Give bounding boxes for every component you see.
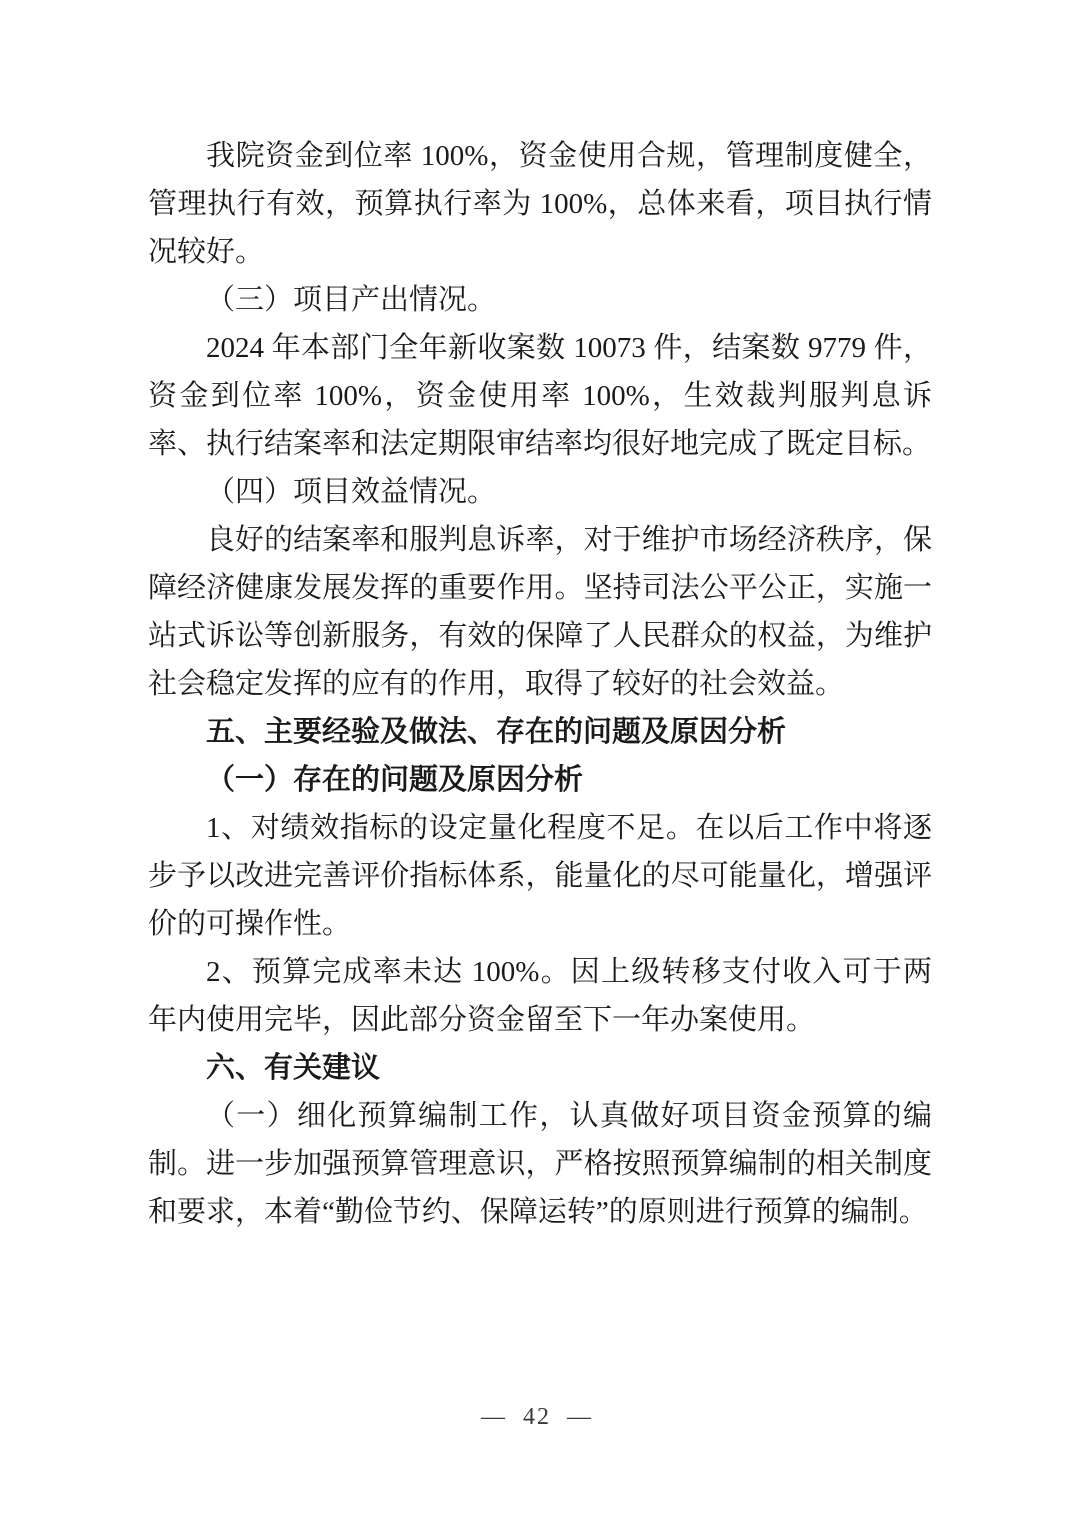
document-body [148, 132, 932, 1236]
page-number: — 42 — [481, 1404, 593, 1430]
paragraph: （一）细化预算编制工作，认真做好项目资金预算的编制。进一步加强预算管理意识，严格按照预算编制的相关制度和要求，本着“勤俭节约、保障运转”的原则进行预算的编制。 [148, 1100, 932, 1228]
paragraph: 2024 年本部门全年新收案数 10073 件，结案数 9779 件，资金到位率 100%，资金使用率 100%，生效裁判服判息诉率、执行结案率和法定期限审结率均很好地完成了既定目标。 [148, 332, 932, 460]
paragraph: （四）项目效益情况。 [206, 476, 497, 508]
paragraph: 我院资金到位率 100%，资金使用合规，管理制度健全，管理执行有效，预算执行率为 100%，总体来看，项目执行情况较好。 [148, 140, 932, 268]
paragraph: 1、对绩效指标的设定量化程度不足。在以后工作中将逐步予以改进完善评价指标体系，能量化的尽可能量化，增强评价的可操作性。 [148, 812, 932, 940]
paragraph: （三）项目产出情况。 [206, 284, 497, 316]
paragraph: 2、预算完成率未达 100%。因上级转移支付收入可于两年内使用完毕，因此部分资金留至下一年办案使用。 [148, 956, 932, 1036]
section-heading: 五、主要经验及做法、存在的问题及原因分析 [206, 716, 787, 748]
section-heading: （一）存在的问题及原因分析 [206, 764, 584, 796]
page-footer [0, 1404, 1074, 1431]
paragraph: 良好的结案率和服判息诉率，对于维护市场经济秩序，保障经济健康发展发挥的重要作用。坚持司法公平公正，实施一站式诉讼等创新服务，有效的保障了人民群众的权益，为维护社会稳定发挥的应有的作用，取得了较好的社会效益。 [148, 524, 932, 700]
section-heading: 六、有关建议 [206, 1052, 381, 1084]
